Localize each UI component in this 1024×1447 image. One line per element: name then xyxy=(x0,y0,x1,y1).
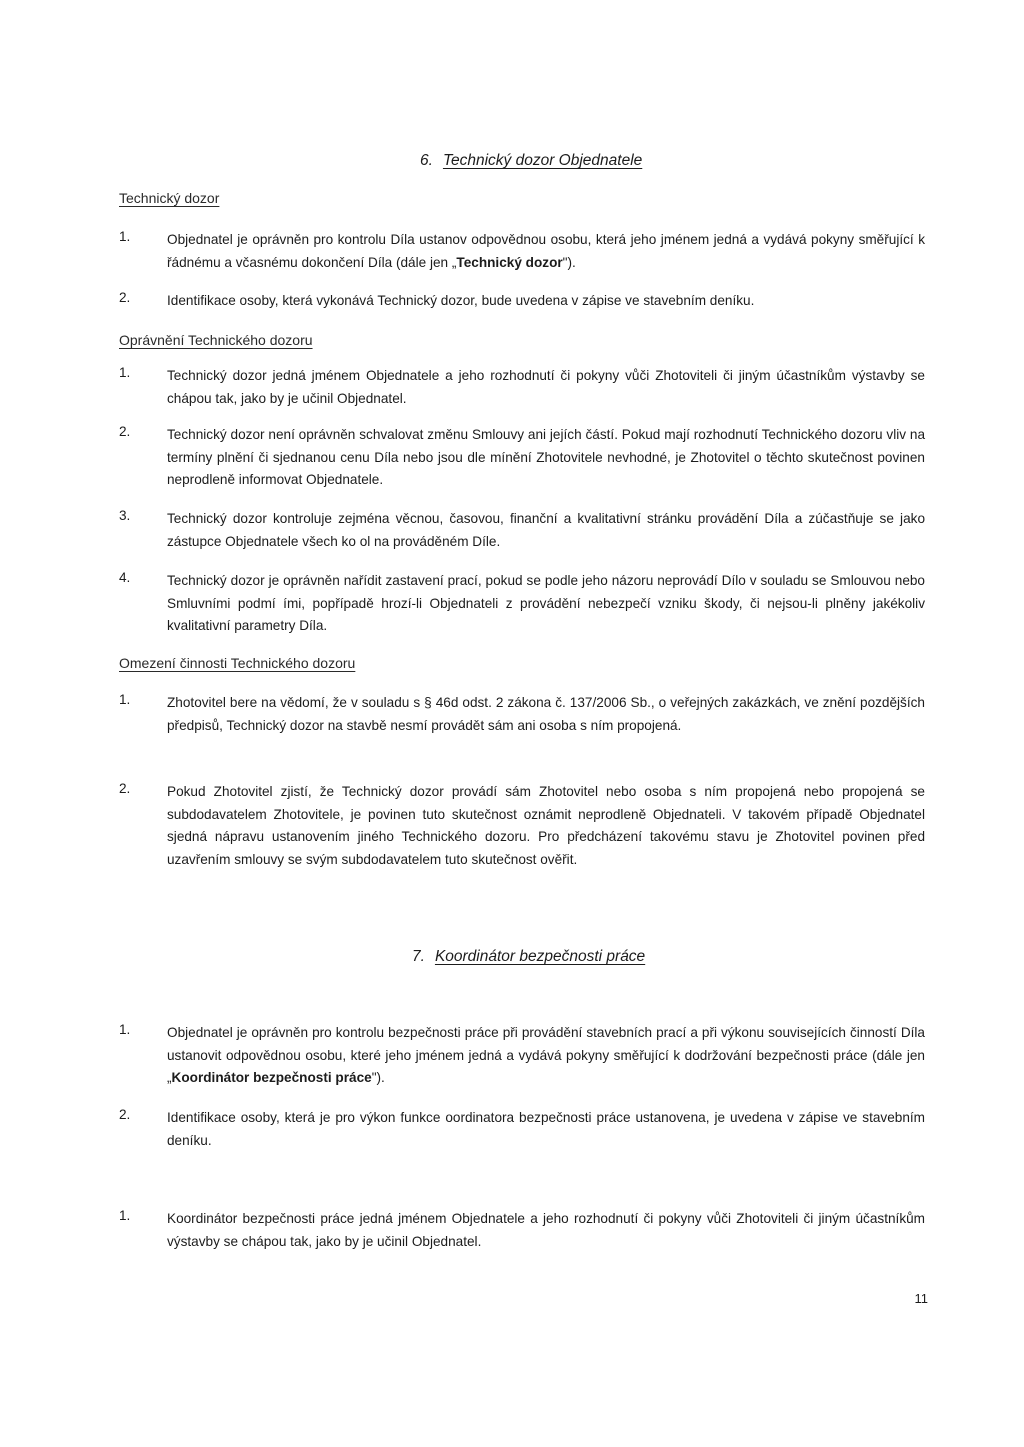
item-number: 4. xyxy=(119,570,131,585)
list-item xyxy=(119,290,925,313)
list-item xyxy=(119,508,925,553)
item-number: 1. xyxy=(119,1022,131,1037)
item-number: 2. xyxy=(119,290,131,305)
section-7-title: Koordinátor bezpečnosti práce xyxy=(434,948,646,965)
list-item xyxy=(119,365,925,410)
item-number: 1. xyxy=(119,365,131,380)
item-number: 1. xyxy=(119,1208,131,1223)
list-item xyxy=(119,229,925,274)
section-6-number: 6. xyxy=(420,152,433,169)
item-text: Objednatel je oprávněn pro kontrolu Díla ustanov odpovědnou osobu, která jeho jménem jedná a vydává pokyny směřující k řádnému a včasnému dokončení Díla (dále jen „Technický dozor"). xyxy=(167,232,925,270)
list-item xyxy=(119,781,925,871)
subheading-omezeni: Omezení činnosti Technického dozoru xyxy=(119,655,356,671)
list-item xyxy=(119,570,925,638)
item-number: 1. xyxy=(119,229,131,244)
item-number: 2. xyxy=(119,781,131,796)
section-7-number: 7. xyxy=(412,948,425,965)
defined-term: Technický dozor xyxy=(456,254,563,270)
item-text: Technický dozor kontroluje zejména věcnou, časovou, finanční a kvalitativní stránku provádění Díla a zúčastňuje se jako zástupce Objednatele všech ko ol na prováděném Díle. xyxy=(167,511,925,549)
item-text: Identifikace osoby, která je pro výkon funkce oordinatora bezpečnosti práce ustanovena, je uvedena v zápise ve stavebním deníku. xyxy=(167,1110,925,1148)
subheading-technicky-dozor: Technický dozor xyxy=(119,190,220,206)
list-item xyxy=(119,1208,925,1253)
item-number: 3. xyxy=(119,508,131,523)
list-item xyxy=(119,1107,925,1152)
item-number: 1. xyxy=(119,692,131,707)
item-number: 2. xyxy=(119,424,131,439)
item-text: Identifikace osoby, která vykonává Technický dozor, bude uvedena v zápise ve stavebním deníku. xyxy=(167,293,755,308)
subheading-opravneni: Oprávnění Technického dozoru xyxy=(119,332,313,348)
page-number: 11 xyxy=(914,1291,928,1306)
list-item xyxy=(119,424,925,492)
item-text: Technický dozor je oprávněn nařídit zastavení prací, pokud se podle jeho názoru neprovádí Dílo v souladu se Smlouvou nebo Smluvními podmí ími, popřípadě hrozí-li Objednateli z provádění nebezpečí vzniku škody, či nejsou-li plněny jakékoliv kvalitativní parametry Díla. xyxy=(167,573,925,633)
item-text: Pokud Zhotovitel zjistí, že Technický dozor provádí sám Zhotovitel nebo osoba s ním propojená nebo propojená se subdodavatelem Zhotovitele, je povinen tuto skutečnost oznámit neprodleně Objednateli. V takovém případě Objednatel sjedná nápravu ustanovením jiného Technického dozoru. Pro předcházení takovému stavu je Zhotovitel povinen před uzavřením smlouvy se svým subdodavatelem tuto skutečnost ověřit. xyxy=(167,784,925,867)
list-item xyxy=(119,1022,925,1090)
item-text: Koordinátor bezpečnosti práce jedná jménem Objednatele a jeho rozhodnutí či pokyny vůči Zhotoviteli či jiným účastníkům výstavby se chápou tak, jako by je učinil Objednatel. xyxy=(167,1211,925,1249)
section-7-heading xyxy=(412,948,645,966)
section-6-heading xyxy=(420,152,642,170)
list-item xyxy=(119,692,925,737)
item-text: Technický dozor jedná jménem Objednatele a jeho rozhodnutí či pokyny vůči Zhotoviteli či jiným účastníkům výstavby se chápou tak, jako by je učinil Objednatel. xyxy=(167,368,925,406)
item-text: Technický dozor není oprávněn schvalovat změnu Smlouvy ani jejích částí. Pokud mají rozhodnutí Technického dozoru vliv na termíny plnění či sjednanou cenu Díla nebo jsou dle mínění Zhotovitele nevhodné, je Zhotovitel o těchto skutečnost povinen neprodleně informovat Objednatele. xyxy=(167,427,925,487)
item-number: 2. xyxy=(119,1107,131,1122)
item-text: Zhotovitel bere na vědomí, že v souladu s § 46d odst. 2 zákona č. 137/2006 Sb., o veřejných zakázkách, ve znění pozdějších předpisů, Technický dozor na stavbě nesmí provádět sám ani osoba s ním propojená. xyxy=(167,695,925,733)
defined-term: Koordinátor bezpečnosti práce xyxy=(171,1070,372,1085)
section-6-title: Technický dozor Objednatele xyxy=(442,152,643,169)
item-text: Objednatel je oprávněn pro kontrolu bezpečnosti práce při provádění stavebních prací a při výkonu souvisejících činností Díla ustanovit odpovědnou osobu, které jeho jménem jedná a vydává pokyny směřující k dodržování bezpečnosti práce (dále jen „Koordinátor bezpečnosti práce"). xyxy=(167,1025,925,1085)
